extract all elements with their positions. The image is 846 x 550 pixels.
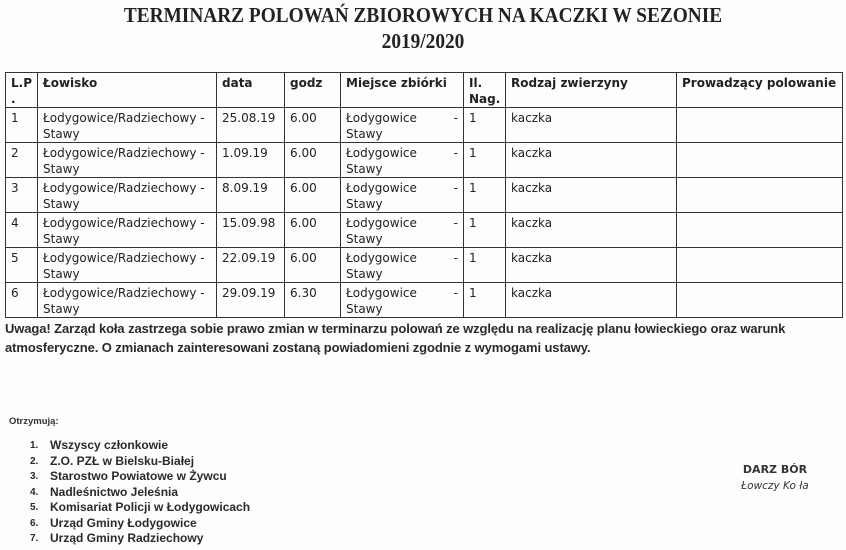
- cell-miejsce: Łodygowice - Stawy: [341, 108, 464, 143]
- col-header-prowadzacy: Prowadzący polowanie: [677, 73, 843, 108]
- hunt-schedule-table: [5, 72, 843, 318]
- document-title: [34, 2, 812, 54]
- title-line-2: 2019/2020: [381, 29, 465, 53]
- col-header-godz: godz: [285, 73, 341, 108]
- cell-lp: 1: [6, 108, 38, 143]
- cell-lp: 3: [6, 178, 38, 213]
- recipients-label: Otrzymują:: [9, 416, 59, 427]
- cell-prowadzacy: [677, 108, 843, 143]
- recipient-name: Z.O. PZŁ w Bielsku-Białej: [50, 453, 195, 468]
- cell-data: 25.08.19: [217, 108, 285, 143]
- cell-data: 1.09.19: [217, 143, 285, 178]
- cell-lp: 5: [6, 248, 38, 283]
- cell-godz: 6.00: [285, 143, 341, 178]
- cell-lowisko: Łodygowice/Radziechowy - Stawy: [38, 178, 217, 213]
- recipient-number: 5.: [30, 502, 39, 513]
- col-header-lowisko: Łowisko: [38, 73, 217, 108]
- table-row: [6, 108, 843, 143]
- recipient-name: Starostwo Powiatowe w Żywcu: [50, 469, 227, 483]
- recipient-number: 1.: [30, 440, 39, 451]
- cell-rodzaj: kaczka: [506, 178, 677, 213]
- cell-data: 22.09.19: [217, 248, 285, 283]
- cell-lowisko: Łodygowice/Radziechowy - Stawy: [38, 213, 217, 248]
- cell-godz: 6.00: [285, 213, 341, 248]
- col-header-rodzaj: Rodzaj zwierzyny: [506, 73, 677, 108]
- recipient-number: 3.: [30, 471, 39, 482]
- cell-data: 8.09.19: [217, 178, 285, 213]
- recipients-list: [30, 438, 250, 547]
- cell-rodzaj: kaczka: [506, 283, 677, 318]
- recipient-item: [30, 516, 250, 532]
- table-header-row: [6, 73, 843, 108]
- col-header-miejsce: Miejsce zbiórki: [341, 73, 464, 108]
- cell-prowadzacy: [677, 283, 843, 318]
- cell-il-nag: 1: [464, 178, 506, 213]
- cell-rodzaj: kaczka: [506, 248, 677, 283]
- table-row: [6, 213, 843, 248]
- signature-block: [720, 462, 830, 494]
- notice-text: Uwaga! Zarząd koła zastrzega sobie prawo zmian w terminarzu polowań ze względu na realizację planu łowieckiego oraz warunk atmosferyczne. O zmianach zainteresowani zostaną powiadomieni zgodnie z wymogami ustawy.: [5, 321, 786, 355]
- cell-godz: 6.00: [285, 178, 341, 213]
- recipient-number: 2.: [30, 455, 39, 467]
- cell-prowadzacy: [677, 178, 843, 213]
- cell-lp: 2: [6, 143, 38, 178]
- recipient-item: [30, 485, 250, 501]
- cell-lowisko: Łodygowice/Radziechowy - Stawy: [38, 108, 217, 143]
- table-row: [6, 248, 843, 283]
- signature-greeting: DARZ BÓR: [742, 463, 808, 476]
- cell-il-nag: 1: [464, 108, 506, 143]
- recipient-name: Urząd Gminy Łodygowice: [50, 515, 197, 530]
- cell-il-nag: 1: [464, 213, 506, 248]
- cell-il-nag: 1: [464, 283, 506, 318]
- col-header-lp: L.P .: [6, 73, 38, 108]
- recipient-number: 6.: [30, 517, 39, 529]
- col-header-il-nag: Il. Nag.: [464, 73, 506, 108]
- cell-il-nag: 1: [464, 143, 506, 178]
- table-row: [6, 143, 843, 178]
- recipient-name: Wszyscy członkowie: [50, 438, 169, 452]
- cell-prowadzacy: [677, 143, 843, 178]
- cell-rodzaj: kaczka: [506, 143, 677, 178]
- cell-godz: 6.30: [285, 283, 341, 318]
- cell-lp: 6: [6, 283, 38, 318]
- cell-rodzaj: kaczka: [506, 108, 677, 143]
- cell-godz: 6.00: [285, 108, 341, 143]
- cell-lowisko: Łodygowice/Radziechowy - Stawy: [38, 143, 217, 178]
- recipient-name: Komisariat Policji w Łodygowicach: [50, 500, 251, 514]
- cell-lowisko: Łodygowice/Radziechowy - Stawy: [38, 248, 217, 283]
- table-row: [6, 178, 843, 213]
- cell-miejsce: Łodygowice - Stawy: [341, 213, 464, 248]
- cell-prowadzacy: [677, 248, 843, 283]
- recipient-item: [30, 469, 250, 485]
- cell-data: 15.09.98: [217, 213, 285, 248]
- cell-il-nag: 1: [464, 248, 506, 283]
- cell-lp: 4: [6, 213, 38, 248]
- recipient-name: Urząd Gminy Radziechowy: [50, 531, 204, 545]
- cell-godz: 6.00: [285, 248, 341, 283]
- table-row: [6, 283, 843, 318]
- cell-miejsce: Łodygowice - Stawy: [341, 283, 464, 318]
- cell-prowadzacy: [677, 213, 843, 248]
- title-line-1: TERMINARZ POLOWAŃ ZBIOROWYCH NA KACZKI W SEZONIE: [123, 3, 723, 27]
- recipient-number: 7.: [30, 533, 39, 544]
- cell-lowisko: Łodygowice/Radziechowy - Stawy: [38, 283, 217, 318]
- recipient-item: [30, 531, 250, 547]
- cell-miejsce: Łodygowice - Stawy: [341, 248, 464, 283]
- cell-data: 29.09.19: [217, 283, 285, 318]
- recipient-name: Nadleśnictwo Jeleśnia: [50, 484, 179, 499]
- signature-role: Łowczy Ko ła: [741, 480, 809, 492]
- col-header-data: data: [217, 73, 285, 108]
- recipient-item: [30, 438, 250, 454]
- recipient-number: 4.: [30, 486, 39, 498]
- recipient-item: [30, 454, 250, 470]
- recipient-item: [30, 500, 250, 516]
- cell-rodzaj: kaczka: [506, 213, 677, 248]
- cell-miejsce: Łodygowice - Stawy: [341, 178, 464, 213]
- cell-miejsce: Łodygowice - Stawy: [341, 143, 464, 178]
